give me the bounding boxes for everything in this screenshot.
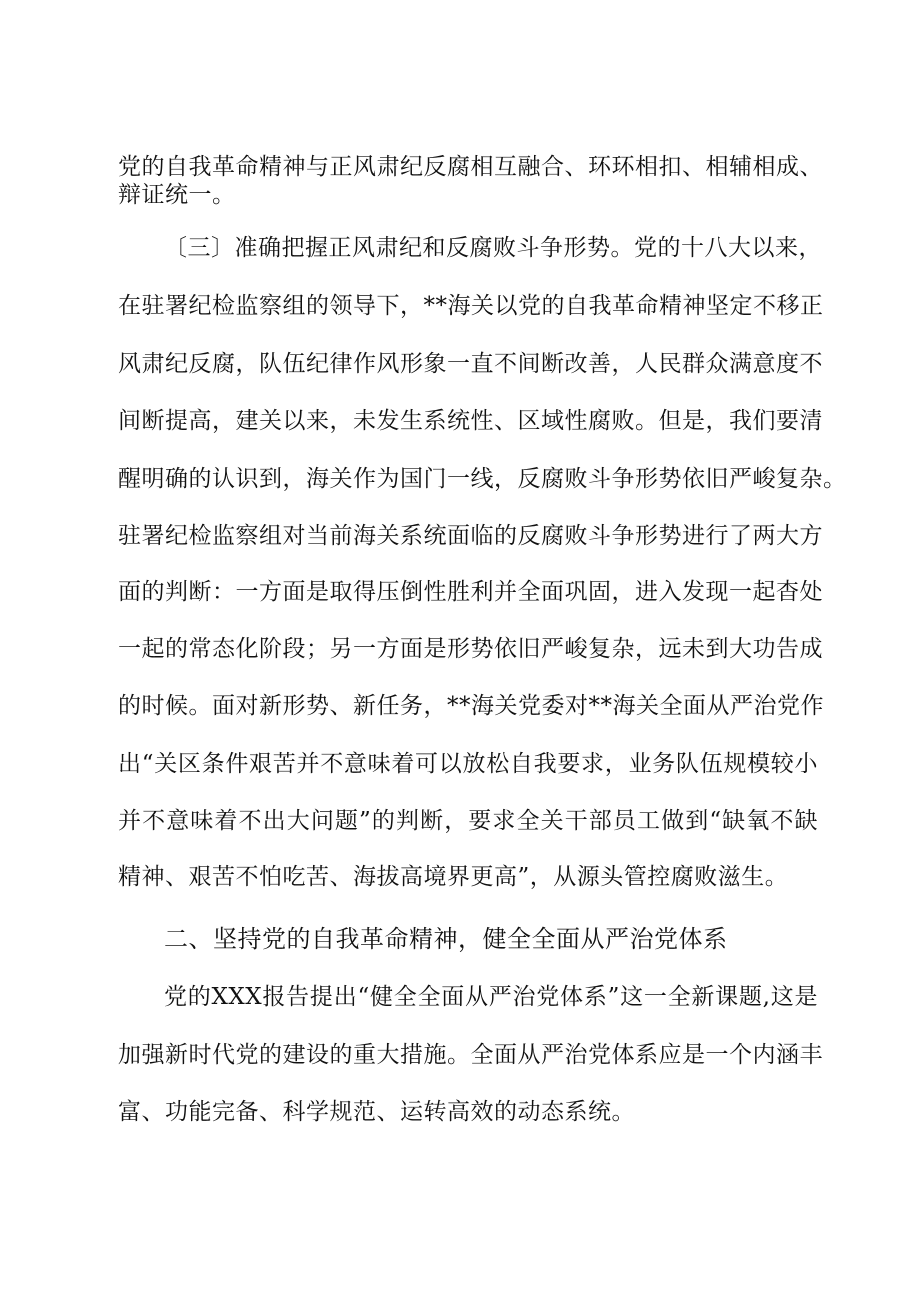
paragraph-1-line-1: 党的自我革命精神与正风肃纪反腐相互融合、环环相扣、相辅相成、 <box>118 154 823 180</box>
paragraph-2-line-7: 面的判断：一方面是取得压倒性胜利并全面巩固，进入发现一起杳处 <box>118 579 823 605</box>
paragraph-1-line-2: 辩证统一。 <box>118 182 236 208</box>
paragraph-2-line-1: 〔三〕准确把握正风肃纪和反腐败斗争形势。党的十八大以来， <box>164 235 822 261</box>
paragraph-2-line-4: 间断提高，建关以来，未发生系统性、区域性腐败。但是，我们要清 <box>118 408 823 434</box>
paragraph-3-line-1: 党的XXX报告提出“健全全面从严治党体系”这一全新课题,这是 <box>164 984 818 1010</box>
paragraph-2-line-8: 一起的常态化阶段；另一方面是形势依旧严峻复杂，远未到大功告成 <box>118 636 823 662</box>
section-heading: 二、坚持党的自我革命精神，健全全面从严治党体系 <box>164 925 728 953</box>
paragraph-3-line-2: 加强新时代党的建设的重大措施。全面从严治党体系应是一个内涵丰 <box>118 1042 823 1068</box>
paragraph-2-line-5: 醒明确的认识到，海关作为国门一线，反腐败斗争形势依旧严峻复杂。 <box>118 466 847 492</box>
paragraph-3-line-3: 富、功能完备、科学规范、运转高效的动态系统。 <box>118 1099 635 1125</box>
paragraph-2-line-12: 精神、艰苦不怕吃苦、海拔高境界更高”，从源头管控腐败滋生。 <box>118 864 789 890</box>
paragraph-2-line-11: 并不意味着不出大问题”的判断，要求全关干部员工做到“缺氧不缺 <box>118 808 818 834</box>
paragraph-2-line-6: 驻署纪检监察组对当前海关系统面临的反腐败斗争形势进行了两大方 <box>118 523 823 549</box>
paragraph-2-line-10: 出“关区条件艰苦并不意味着可以放松自我要求，业务队伍规模较小 <box>118 751 818 777</box>
paragraph-2-line-2: 在驻署纪检监察组的领导下，**海关以党的自我革命精神坚定不移正 <box>118 293 824 319</box>
paragraph-2-line-3: 风肃纪反腐，队伍纪律作风形象一直不间断改善，人民群众满意度不 <box>118 351 823 377</box>
paragraph-2-line-9: 的时候。面对新形势、新任务，**海关党委对**海关全面从严治党作 <box>118 693 824 719</box>
